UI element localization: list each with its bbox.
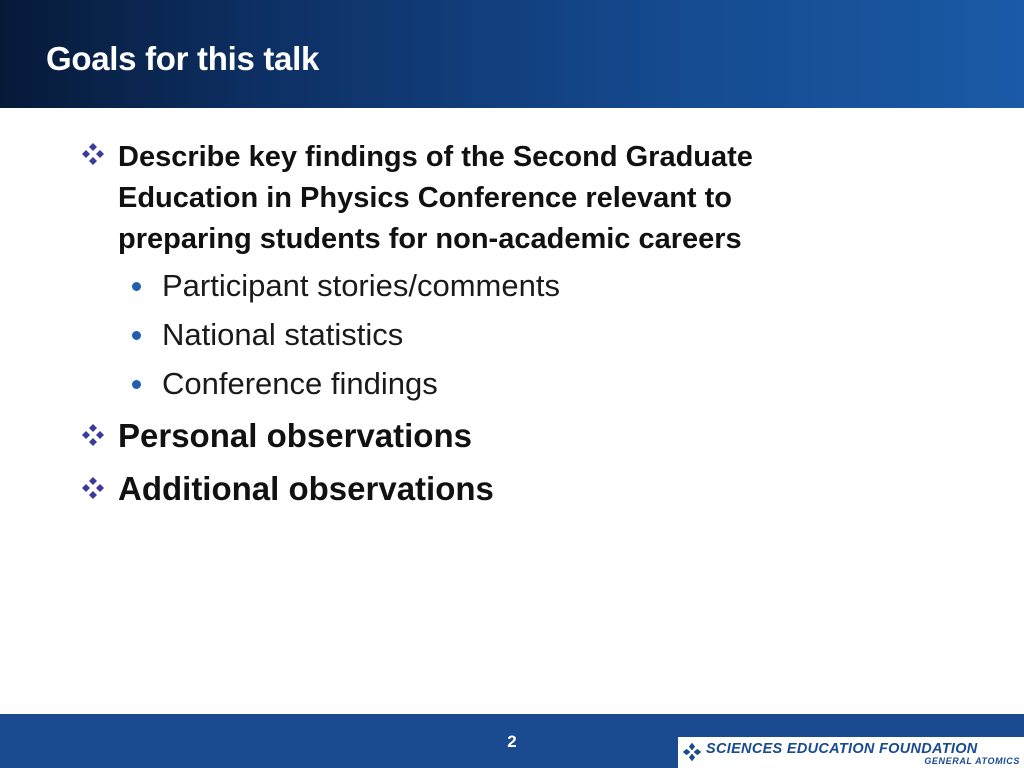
bullet-dot-icon <box>132 380 141 389</box>
bullet-line: Education in Physics Conference relevant to <box>118 182 732 214</box>
bullet-item <box>118 137 918 260</box>
bullet-item <box>118 415 472 457</box>
bullet-text: Additional observations <box>118 470 494 507</box>
sub-bullet-item <box>162 315 403 355</box>
bullet-line: Describe key findings of the Second Graduate <box>118 141 753 173</box>
sub-bullet-text: Conference findings <box>162 366 438 401</box>
bullet-item <box>118 468 494 510</box>
logo-subtitle: GENERAL ATOMICS <box>924 756 1020 766</box>
bullet-dot-icon <box>132 331 141 340</box>
title-bar <box>0 0 1024 108</box>
sub-bullet-text: Participant stories/comments <box>162 268 560 303</box>
four-diamond-bullet-icon <box>80 475 106 501</box>
four-diamond-bullet-icon <box>80 422 106 448</box>
bullet-dot-icon <box>132 282 141 291</box>
slide-title: Goals for this talk <box>46 40 320 77</box>
page-number: 2 <box>507 732 517 751</box>
logo-name: SCIENCES EDUCATION FOUNDATION <box>706 741 978 757</box>
sub-bullet-text: National statistics <box>162 317 404 352</box>
sub-bullet-item <box>162 266 560 306</box>
bullet-text: Personal observations <box>118 417 472 454</box>
foundation-logo <box>678 737 1024 768</box>
bullet-line: preparing students for non-academic careers <box>118 223 742 255</box>
four-diamond-logo-icon <box>682 742 702 762</box>
sub-bullet-item <box>162 364 438 404</box>
four-diamond-bullet-icon <box>80 141 106 167</box>
